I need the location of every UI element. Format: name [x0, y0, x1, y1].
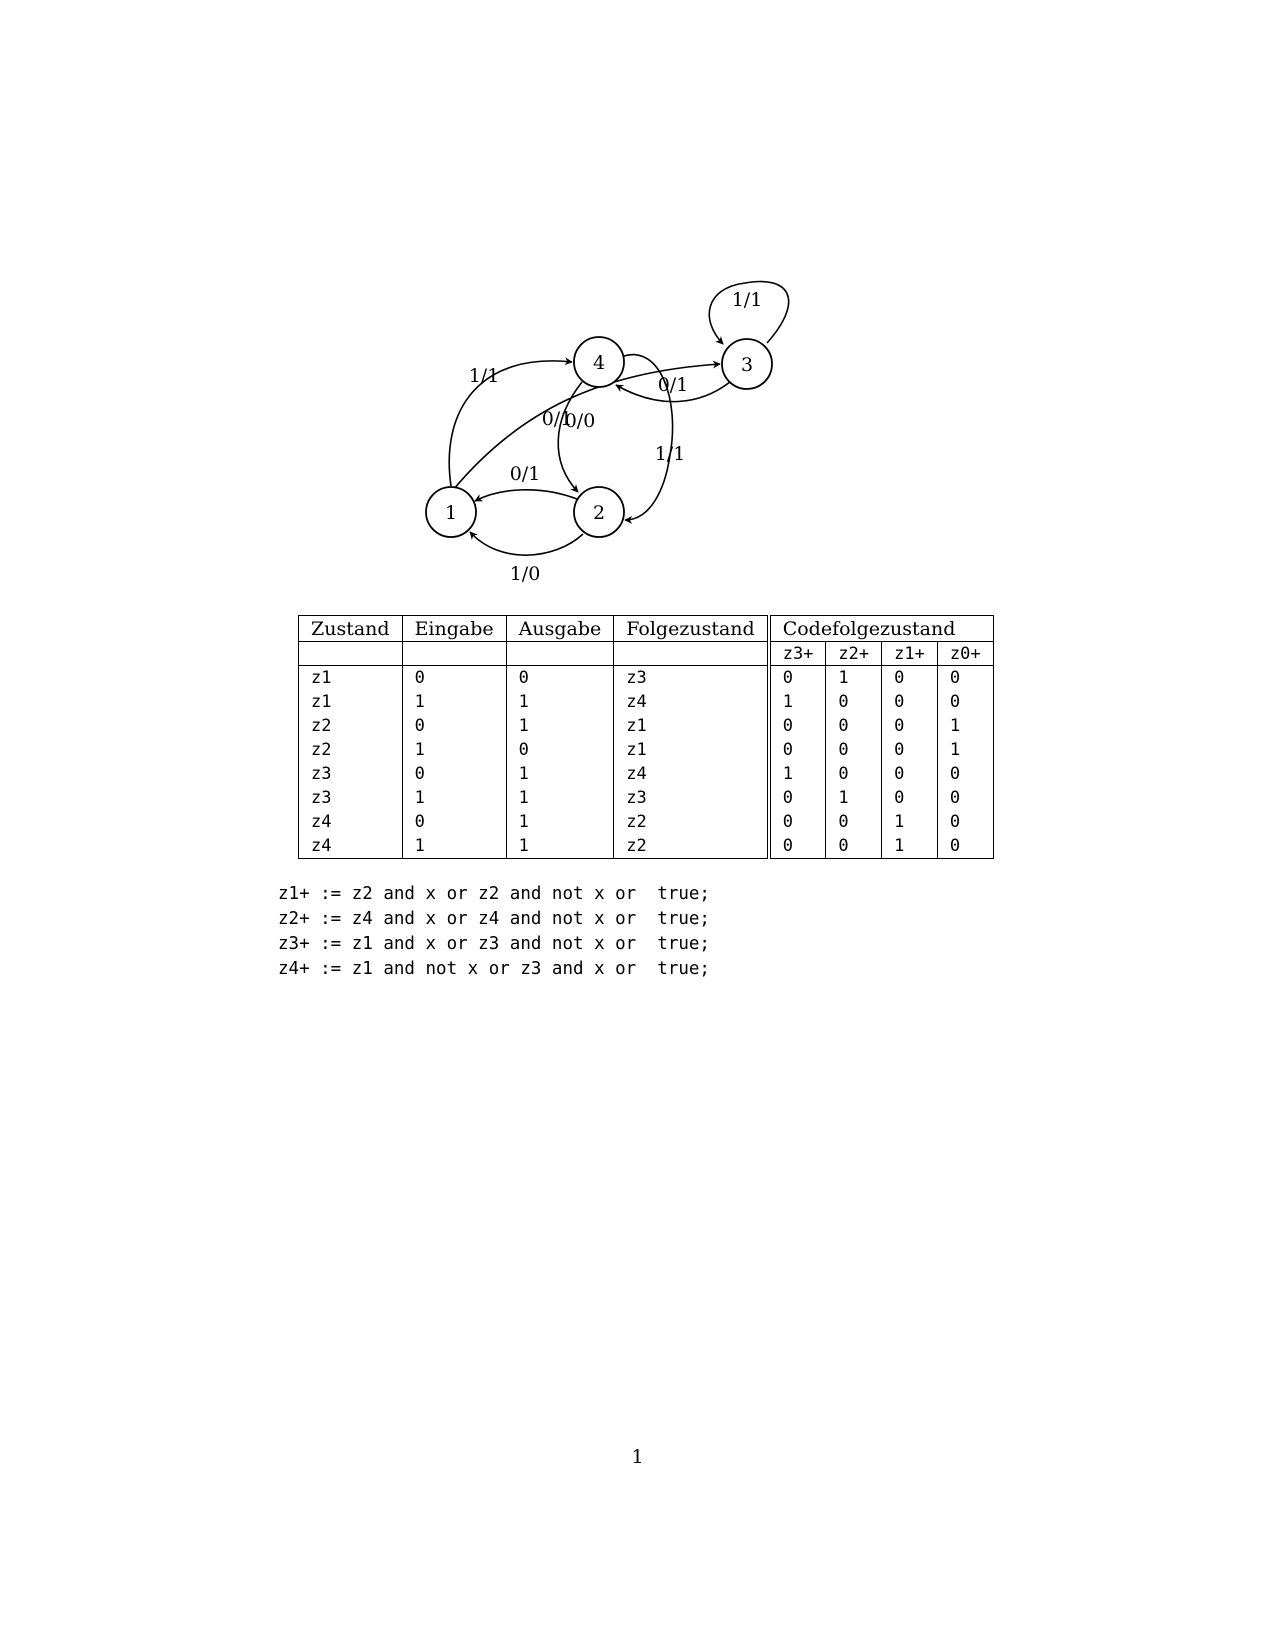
table-cell: 0: [882, 786, 938, 810]
table-cell: 0: [826, 738, 882, 762]
table-cell: z4: [614, 762, 769, 786]
edge-label-2-to-1: 0/1: [509, 463, 541, 485]
subheader-z3: z3+: [769, 642, 826, 666]
subheader-empty: [299, 642, 403, 666]
table-cell: 0: [769, 810, 826, 834]
table-cell: z2: [614, 834, 769, 859]
state-label-4: 4: [592, 352, 606, 374]
edge-label-4-to-2-right: 1/1: [654, 443, 686, 465]
equation-line: z3+ := z1 and x or z3 and not x or true;: [278, 934, 710, 954]
subheader-z1: z1+: [882, 642, 938, 666]
table-row: [299, 810, 994, 834]
table-cell: 0: [506, 738, 614, 762]
table-cell: 0: [937, 762, 993, 786]
header-codefolgezustand: Codefolgezustand: [769, 616, 993, 642]
table-cell: 1: [402, 738, 506, 762]
edge-2-to-1-lower: [470, 532, 583, 555]
header-folgezustand: Folgezustand: [614, 616, 769, 642]
table-cell: 0: [402, 762, 506, 786]
page-number: 1: [631, 1446, 644, 1468]
table-cell: z1: [299, 666, 403, 691]
table-cell: z4: [299, 834, 403, 859]
edge-label-1-to-4: 1/1: [468, 365, 500, 387]
table-cell: z4: [614, 690, 769, 714]
edge-label-3-to-4: 0/1: [657, 374, 689, 396]
table-subheader-row: [299, 642, 994, 666]
state-label-1: 1: [444, 502, 458, 524]
state-transition-table: [298, 615, 994, 859]
table-cell: 0: [937, 834, 993, 859]
table-row: [299, 738, 994, 762]
table-cell: 0: [882, 714, 938, 738]
table-cell: 0: [937, 810, 993, 834]
table-row: [299, 714, 994, 738]
subheader-empty: [402, 642, 506, 666]
table-cell: 1: [506, 834, 614, 859]
subheader-z2: z2+: [826, 642, 882, 666]
table-cell: z3: [614, 786, 769, 810]
table-cell: 0: [882, 690, 938, 714]
table-cell: 1: [826, 666, 882, 691]
table-cell: 0: [826, 690, 882, 714]
table-cell: 1: [769, 762, 826, 786]
equation-line: z2+ := z4 and x or z4 and not x or true;: [278, 909, 710, 929]
table-cell: z1: [614, 714, 769, 738]
table-cell: 1: [402, 786, 506, 810]
table-cell: 1: [506, 810, 614, 834]
table-cell: z3: [299, 762, 403, 786]
table-row: [299, 762, 994, 786]
table-cell: 0: [402, 714, 506, 738]
table-cell: 0: [826, 834, 882, 859]
table-cell: 1: [506, 714, 614, 738]
table-cell: 0: [506, 666, 614, 691]
subheader-empty: [506, 642, 614, 666]
table-cell: 1: [402, 690, 506, 714]
edge-label-3-loop: 1/1: [731, 289, 763, 311]
subheader-z0: z0+: [937, 642, 993, 666]
table-cell: 1: [882, 810, 938, 834]
table-cell: 0: [937, 666, 993, 691]
table-header-row: [299, 616, 994, 642]
table-cell: 1: [826, 786, 882, 810]
table-cell: 0: [769, 666, 826, 691]
table-cell: 0: [402, 666, 506, 691]
equation-line: z4+ := z1 and not x or z3 and x or true;: [278, 959, 710, 979]
state-diagram: [0, 0, 1275, 600]
table-cell: z1: [299, 690, 403, 714]
table-row: [299, 666, 994, 691]
edge-label-2-to-1-lower: 1/0: [509, 563, 541, 585]
table-cell: 0: [769, 834, 826, 859]
table-cell: 0: [937, 690, 993, 714]
table-cell: z2: [614, 810, 769, 834]
table-row: [299, 834, 994, 859]
table-cell: z4: [299, 810, 403, 834]
equations-block: [278, 882, 710, 982]
header-ausgabe: Ausgabe: [506, 616, 614, 642]
table-cell: 0: [882, 762, 938, 786]
table-cell: 0: [882, 738, 938, 762]
table-cell: 0: [826, 762, 882, 786]
table-cell: 0: [769, 738, 826, 762]
table-cell: 1: [506, 762, 614, 786]
table-cell: 0: [826, 810, 882, 834]
table-cell: z2: [299, 738, 403, 762]
table-cell: z2: [299, 714, 403, 738]
table-cell: z3: [614, 666, 769, 691]
header-zustand: Zustand: [299, 616, 403, 642]
table-cell: 1: [882, 834, 938, 859]
table-cell: 1: [506, 690, 614, 714]
subheader-empty: [614, 642, 769, 666]
table-cell: 0: [826, 714, 882, 738]
table-cell: z1: [614, 738, 769, 762]
table-cell: 1: [937, 738, 993, 762]
edge-4-to-2: [558, 382, 582, 492]
table-cell: 1: [402, 834, 506, 859]
state-label-3: 3: [740, 354, 754, 376]
table-cell: 0: [402, 810, 506, 834]
table-row: [299, 786, 994, 810]
edge-label-1-to-3: 0/0: [564, 410, 596, 432]
table-cell: 0: [769, 786, 826, 810]
table-cell: 0: [882, 666, 938, 691]
header-eingabe: Eingabe: [402, 616, 506, 642]
table-row: [299, 690, 994, 714]
table-cell: 1: [937, 714, 993, 738]
edge-2-to-1: [475, 490, 577, 501]
table-cell: z3: [299, 786, 403, 810]
table-cell: 0: [937, 786, 993, 810]
equation-line: z1+ := z2 and x or z2 and not x or true;: [278, 884, 710, 904]
table-cell: 0: [769, 714, 826, 738]
edge-label-4-to-2: 0/1: [541, 408, 573, 430]
table-cell: 1: [769, 690, 826, 714]
state-label-2: 2: [592, 502, 606, 524]
table-cell: 1: [506, 786, 614, 810]
